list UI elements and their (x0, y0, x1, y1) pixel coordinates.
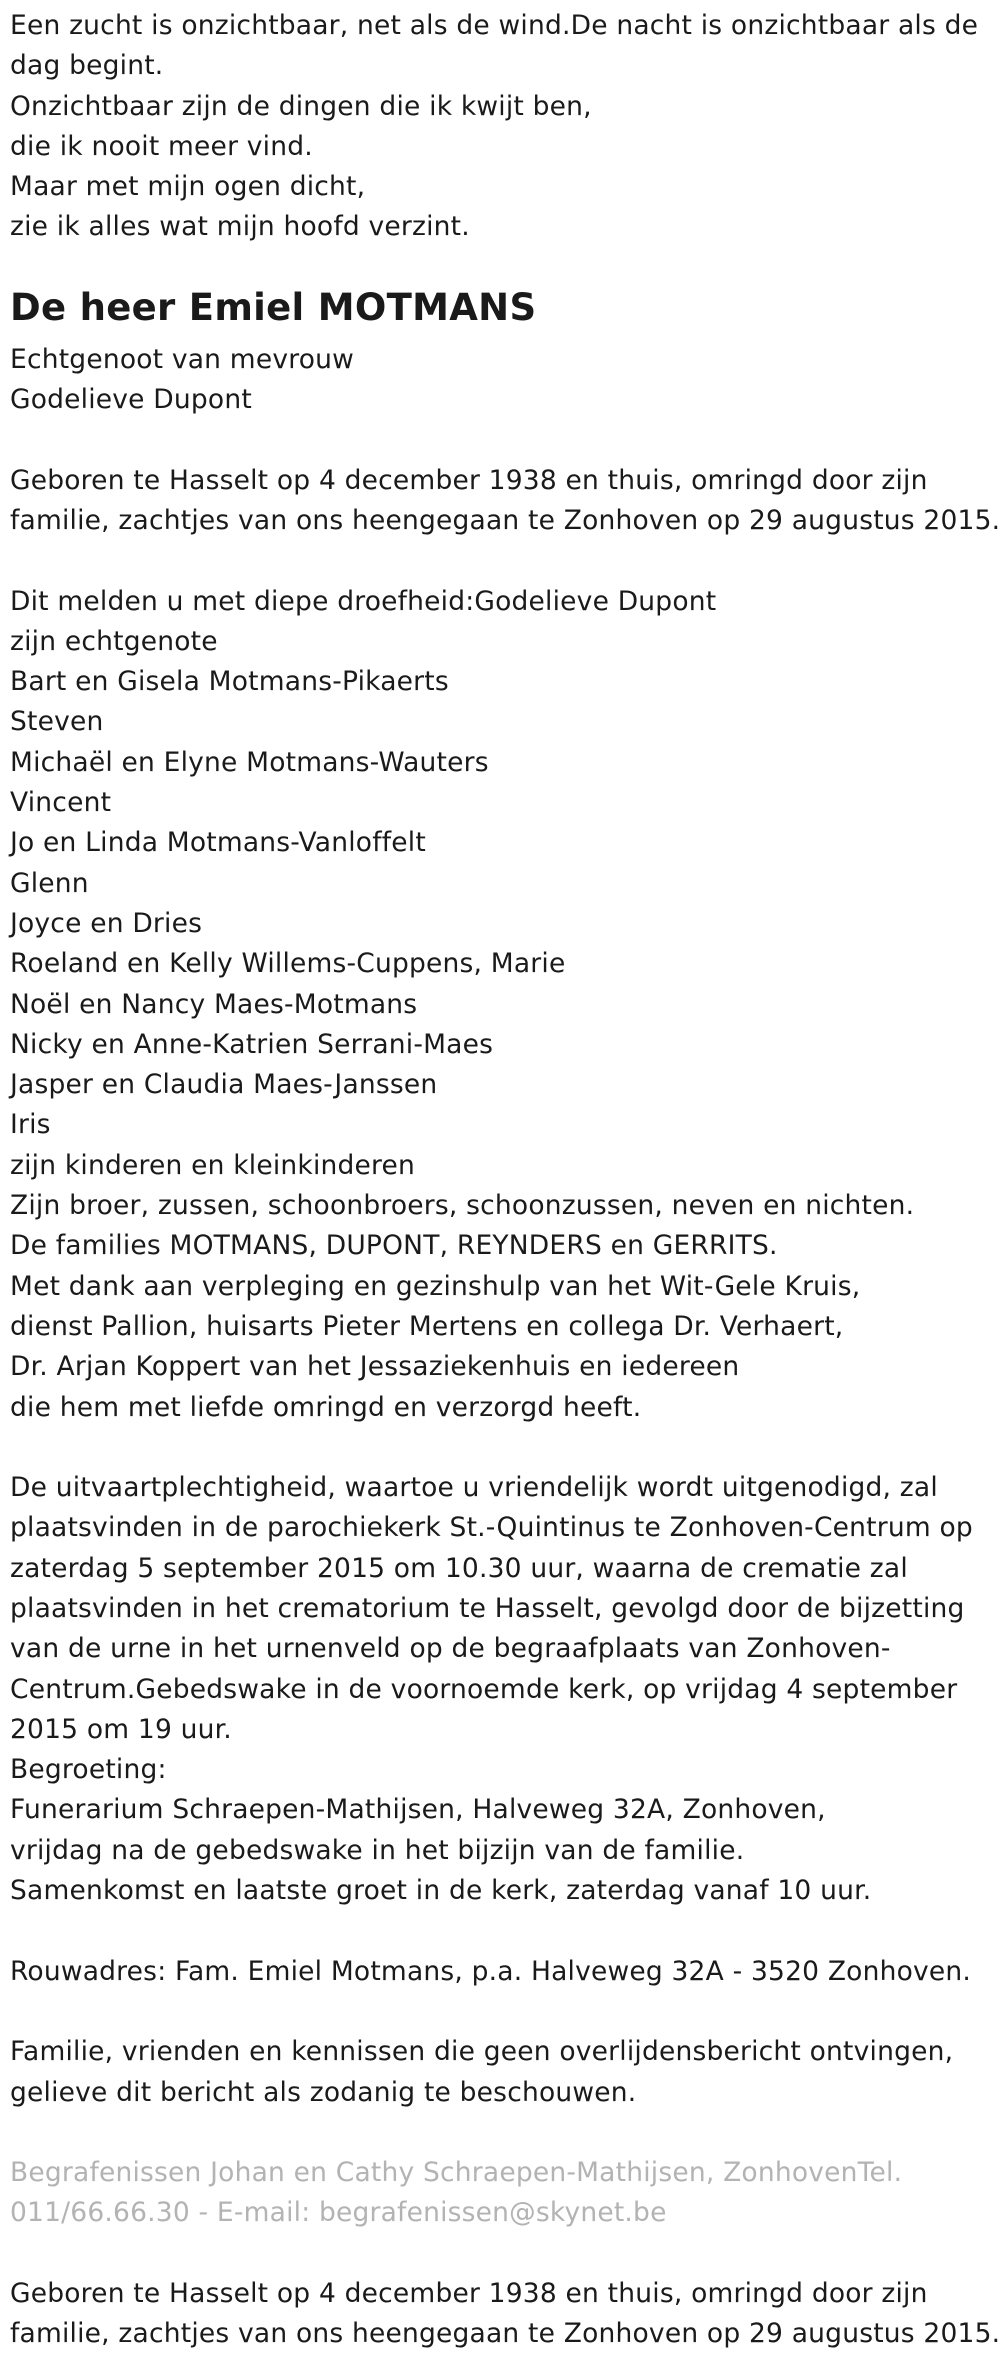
family-line: Dr. Arjan Koppert van het Jessaziekenhuis en iedereen (10, 1351, 740, 1383)
poem-line: zie ik alles wat mijn hoofd verzint. (10, 211, 470, 243)
spouse-line: Echtgenoot van mevrouw (10, 343, 354, 375)
obituary-page (10, 0, 1000, 2355)
family-line: Iris (10, 1109, 51, 1141)
mourning-address (10, 1952, 990, 1992)
address-line: Rouwadres: Fam. Emiel Motmans, p.a. Halveweg 32A - 3520 Zonhoven. (10, 1955, 971, 1987)
family-line: Michaël en Elyne Motmans-Wauters (10, 746, 489, 778)
poem-line: Onzichtbaar zijn de dingen die ik kwijt ben, (10, 90, 592, 122)
family-line: Bart en Gisela Motmans-Pikaerts (10, 666, 449, 698)
notice (10, 2032, 990, 2113)
birth-line: familie, zachtjes van ons heengegaan te Zonhoven op 29 augustus 2015. (10, 2318, 1000, 2350)
funeral-line: zaterdag 5 september 2015 om 10.30 uur, waarna de crematie zal (10, 1552, 908, 1584)
spacer (10, 2113, 990, 2153)
poem-line: Een zucht is onzichtbaar, net als de wind.De nacht is onzichtbaar als de (10, 10, 979, 41)
spouse-info (10, 340, 990, 421)
birth-info (10, 461, 1000, 542)
family-line: Noël en Nancy Maes-Motmans (10, 988, 418, 1020)
poem-line: die ik nooit meer vind. (10, 130, 313, 162)
poem (10, 0, 990, 248)
funeral-line: vrijdag na de gebedswake in het bijzijn van de familie. (10, 1834, 745, 1866)
birth-info-repeat (10, 2274, 1000, 2355)
spacer (10, 1992, 990, 2032)
undertaker-line: Begrafenissen Johan en Cathy Schraepen-Mathijsen, ZonhovenTel. (10, 2157, 903, 2189)
family-line: Jo en Linda Motmans-Vanloffelt (10, 827, 426, 859)
poem-line: Maar met mijn ogen dicht, (10, 171, 366, 203)
family-line: De families MOTMANS, DUPONT, REYNDERS en GERRITS. (10, 1230, 778, 1262)
poem-line: dag begint. (10, 50, 164, 82)
funeral-info (10, 1468, 990, 1911)
family-line: Vincent (10, 787, 112, 819)
birth-line: familie, zachtjes van ons heengegaan te Zonhoven op 29 augustus 2015. (10, 504, 1000, 536)
spacer (10, 420, 990, 460)
deceased-name: De heer Emiel MOTMANS (10, 285, 537, 329)
family-line: dienst Pallion, huisarts Pieter Mertens en collega Dr. Verhaert, (10, 1310, 844, 1342)
family-line: zijn kinderen en kleinkinderen (10, 1149, 416, 1181)
spacer (10, 1911, 990, 1951)
funeral-line: plaatsvinden in de parochiekerk St.-Quintinus te Zonhoven-Centrum op (10, 1512, 973, 1544)
funeral-line: De uitvaartplechtigheid, waartoe u vriendelijk wordt uitgenodigd, zal (10, 1472, 938, 1504)
family-line: Joyce en Dries (10, 907, 203, 939)
spacer (10, 541, 990, 581)
spacer (10, 1428, 990, 1468)
family-line: zijn echtgenote (10, 625, 218, 657)
family-line: Zijn broer, zussen, schoonbroers, schoonzussen, neven en nichten. (10, 1190, 915, 1222)
family-line: Roeland en Kelly Willems-Cuppens, Marie (10, 948, 566, 980)
funeral-line: van de urne in het urnenveld op de begraafplaats van Zonhoven- (10, 1633, 891, 1665)
family-list (10, 582, 990, 1428)
family-line: Steven (10, 706, 104, 738)
family-line: Met dank aan verpleging en gezinshulp van het Wit-Gele Kruis, (10, 1270, 861, 1302)
family-line: die hem met liefde omringd en verzorgd heeft. (10, 1391, 642, 1423)
funeral-line: plaatsvinden in het crematorium te Hasselt, gevolgd door de bijzetting (10, 1592, 965, 1624)
birth-line: Geboren te Hasselt op 4 december 1938 en thuis, omringd door zijn (10, 464, 928, 496)
birth-line: Geboren te Hasselt op 4 december 1938 en thuis, omringd door zijn (10, 2278, 928, 2310)
undertaker-line: 011/66.66.30 - E-mail: begrafenissen@skynet.be (10, 2197, 667, 2229)
family-line: Dit melden u met diepe droefheid:Godelieve Dupont (10, 585, 717, 617)
family-line: Jasper en Claudia Maes-Janssen (10, 1069, 438, 1101)
funeral-line: Samenkomst en laatste groet in de kerk, zaterdag vanaf 10 uur. (10, 1875, 872, 1907)
spacer (10, 2234, 990, 2274)
funeral-line: 2015 om 19 uur. (10, 1713, 232, 1745)
funeral-line: Funerarium Schraepen-Mathijsen, Halveweg 32A, Zonhoven, (10, 1794, 826, 1826)
notice-line: gelieve dit bericht als zodanig te beschouwen. (10, 2076, 637, 2108)
family-line: Glenn (10, 867, 89, 899)
funeral-line: Begroeting: (10, 1754, 167, 1786)
notice-line: Familie, vrienden en kennissen die geen overlijdensbericht ontvingen, (10, 2036, 954, 2068)
undertaker-info (10, 2153, 990, 2234)
spouse-line: Godelieve Dupont (10, 384, 252, 416)
family-line: Nicky en Anne-Katrien Serrani-Maes (10, 1028, 494, 1060)
funeral-line: Centrum.Gebedswake in de voornoemde kerk, op vrijdag 4 september (10, 1673, 958, 1705)
